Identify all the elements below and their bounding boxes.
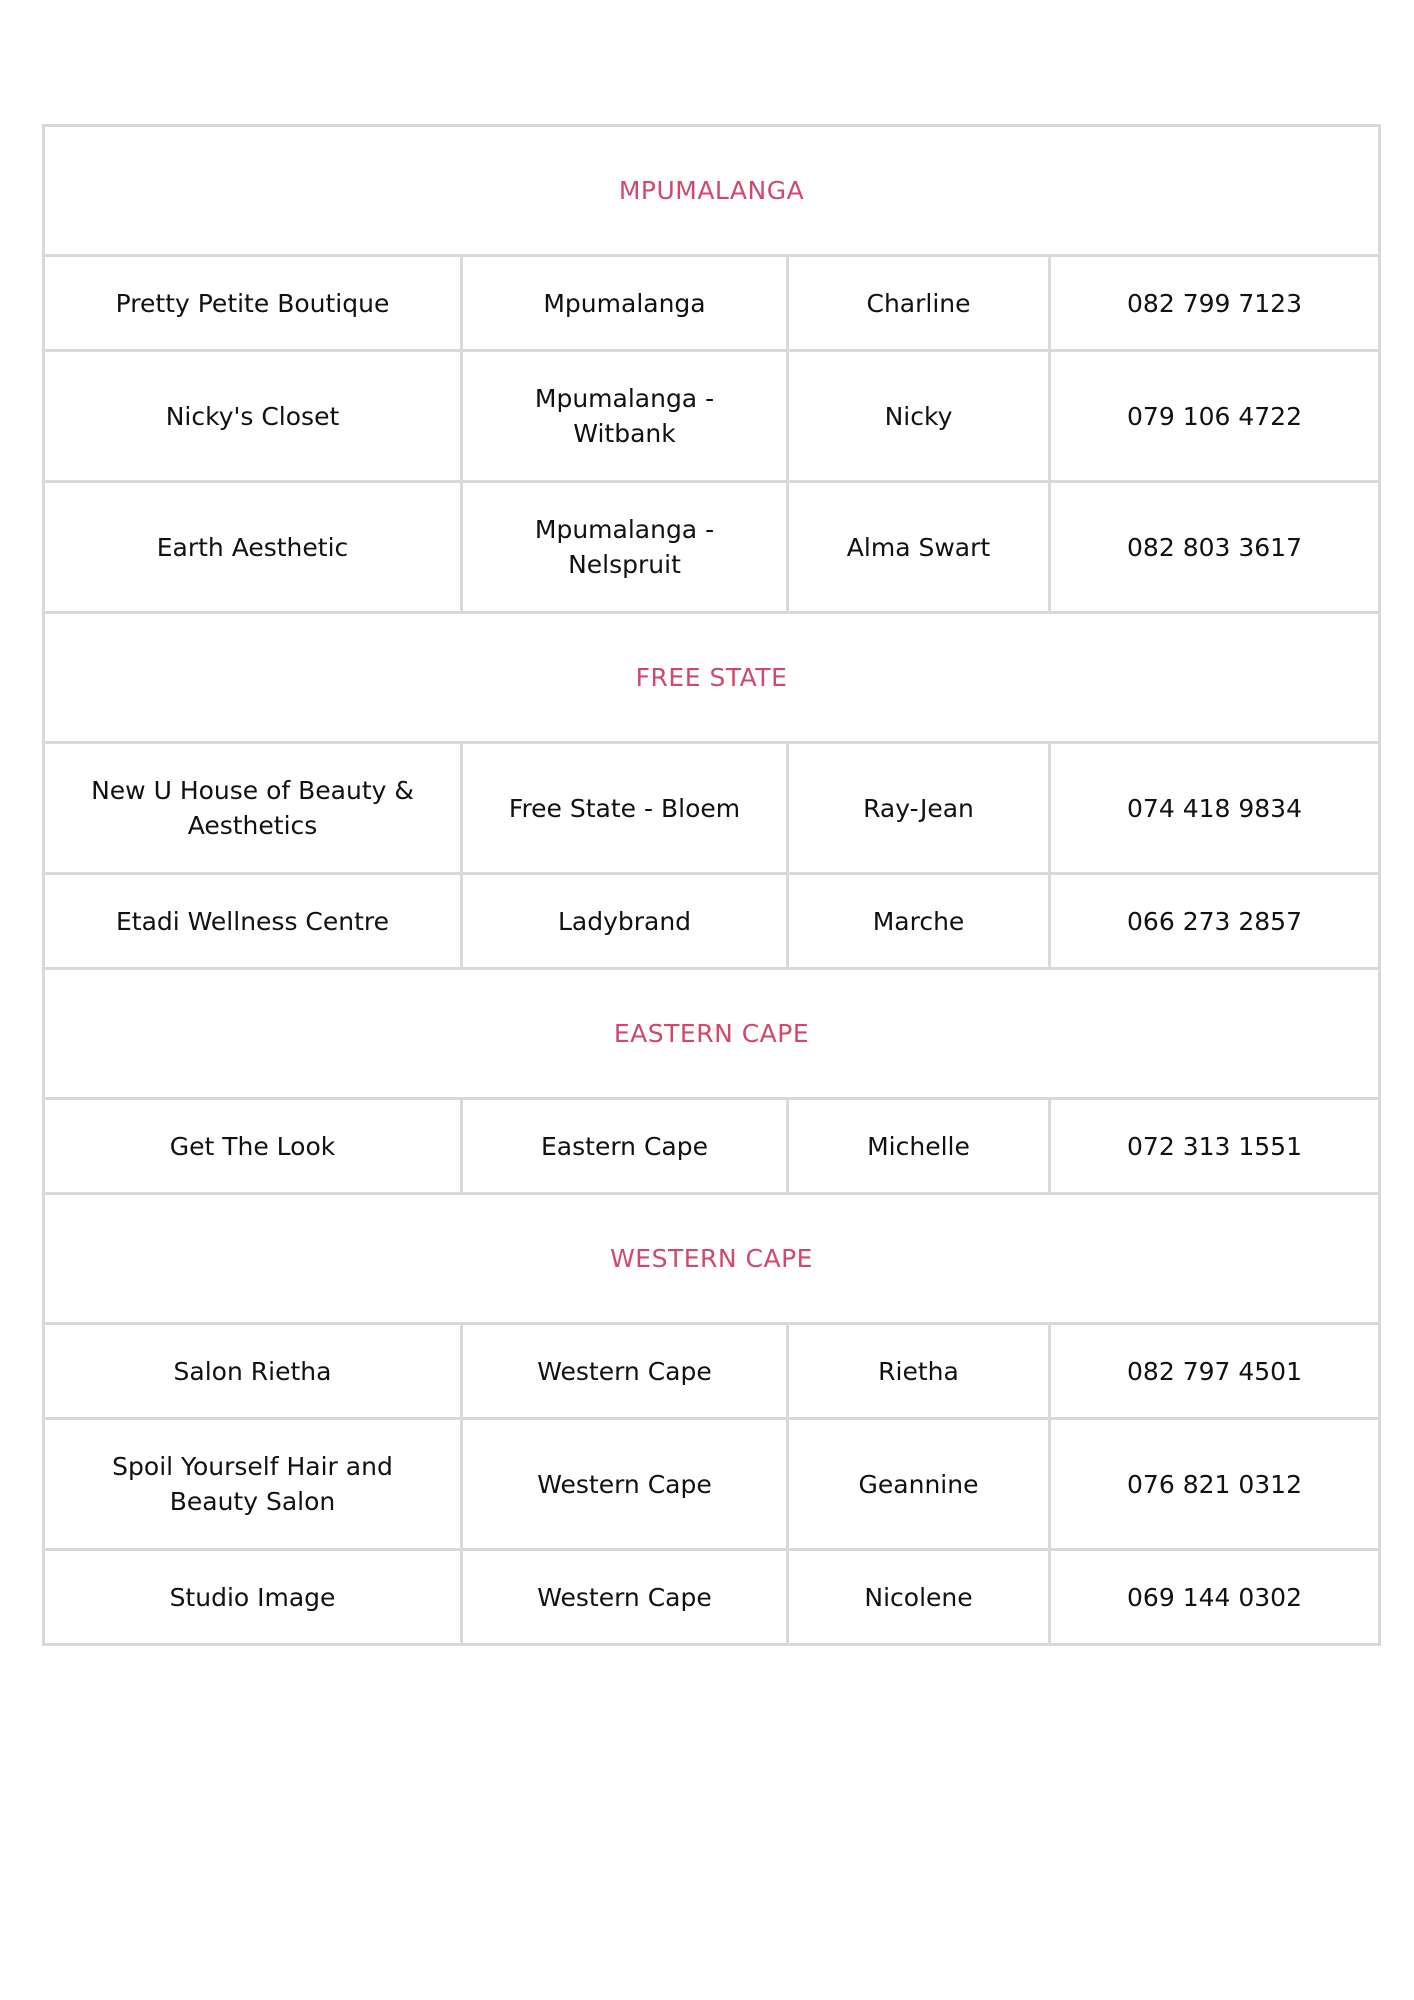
business-name-cell: Studio Image xyxy=(44,1550,462,1645)
table-row xyxy=(44,1099,1380,1194)
contact-name-cell: Nicolene xyxy=(788,1550,1050,1645)
table-row xyxy=(44,256,1380,351)
contact-name-cell: Geannine xyxy=(788,1419,1050,1550)
phone-number-cell: 082 799 7123 xyxy=(1050,256,1380,351)
location-cell: Ladybrand xyxy=(462,874,788,969)
phone-number-cell: 074 418 9834 xyxy=(1050,743,1380,874)
phone-number-cell: 082 797 4501 xyxy=(1050,1324,1380,1419)
phone-number-cell: 076 821 0312 xyxy=(1050,1419,1380,1550)
table-row xyxy=(44,874,1380,969)
business-name-cell: Pretty Petite Boutique xyxy=(44,256,462,351)
table-row xyxy=(44,1550,1380,1645)
business-name-cell: Earth Aesthetic xyxy=(44,482,462,613)
contact-name-cell: Alma Swart xyxy=(788,482,1050,613)
contact-name-cell: Michelle xyxy=(788,1099,1050,1194)
contact-name-cell: Ray-Jean xyxy=(788,743,1050,874)
contact-name-cell: Nicky xyxy=(788,351,1050,482)
location-cell: Western Cape xyxy=(462,1550,788,1645)
section-title: MPUMALANGA xyxy=(44,126,1380,256)
table-row xyxy=(44,351,1380,482)
location-cell: Free State - Bloem xyxy=(462,743,788,874)
location-cell: Western Cape xyxy=(462,1324,788,1419)
section-header-row xyxy=(44,613,1380,743)
location-cell: Mpumalanga - Nelspruit xyxy=(462,482,788,613)
business-name-cell: Etadi Wellness Centre xyxy=(44,874,462,969)
contact-name-cell: Marche xyxy=(788,874,1050,969)
section-title: EASTERN CAPE xyxy=(44,969,1380,1099)
table-row xyxy=(44,1324,1380,1419)
salon-directory-table xyxy=(42,124,1381,1646)
contact-name-cell: Charline xyxy=(788,256,1050,351)
section-header-row xyxy=(44,969,1380,1099)
business-name-cell: Get The Look xyxy=(44,1099,462,1194)
business-name-cell: Nicky's Closet xyxy=(44,351,462,482)
location-cell: Mpumalanga - Witbank xyxy=(462,351,788,482)
section-title: FREE STATE xyxy=(44,613,1380,743)
location-cell: Western Cape xyxy=(462,1419,788,1550)
section-header-row xyxy=(44,126,1380,256)
phone-number-cell: 069 144 0302 xyxy=(1050,1550,1380,1645)
phone-number-cell: 079 106 4722 xyxy=(1050,351,1380,482)
contact-name-cell: Rietha xyxy=(788,1324,1050,1419)
location-cell: Eastern Cape xyxy=(462,1099,788,1194)
table-row xyxy=(44,1419,1380,1550)
location-cell: Mpumalanga xyxy=(462,256,788,351)
business-name-cell: Salon Rietha xyxy=(44,1324,462,1419)
table-row xyxy=(44,743,1380,874)
phone-number-cell: 082 803 3617 xyxy=(1050,482,1380,613)
phone-number-cell: 072 313 1551 xyxy=(1050,1099,1380,1194)
business-name-cell: Spoil Yourself Hair and Beauty Salon xyxy=(44,1419,462,1550)
table-row xyxy=(44,482,1380,613)
business-name-cell: New U House of Beauty & Aesthetics xyxy=(44,743,462,874)
section-header-row xyxy=(44,1194,1380,1324)
section-title: WESTERN CAPE xyxy=(44,1194,1380,1324)
phone-number-cell: 066 273 2857 xyxy=(1050,874,1380,969)
